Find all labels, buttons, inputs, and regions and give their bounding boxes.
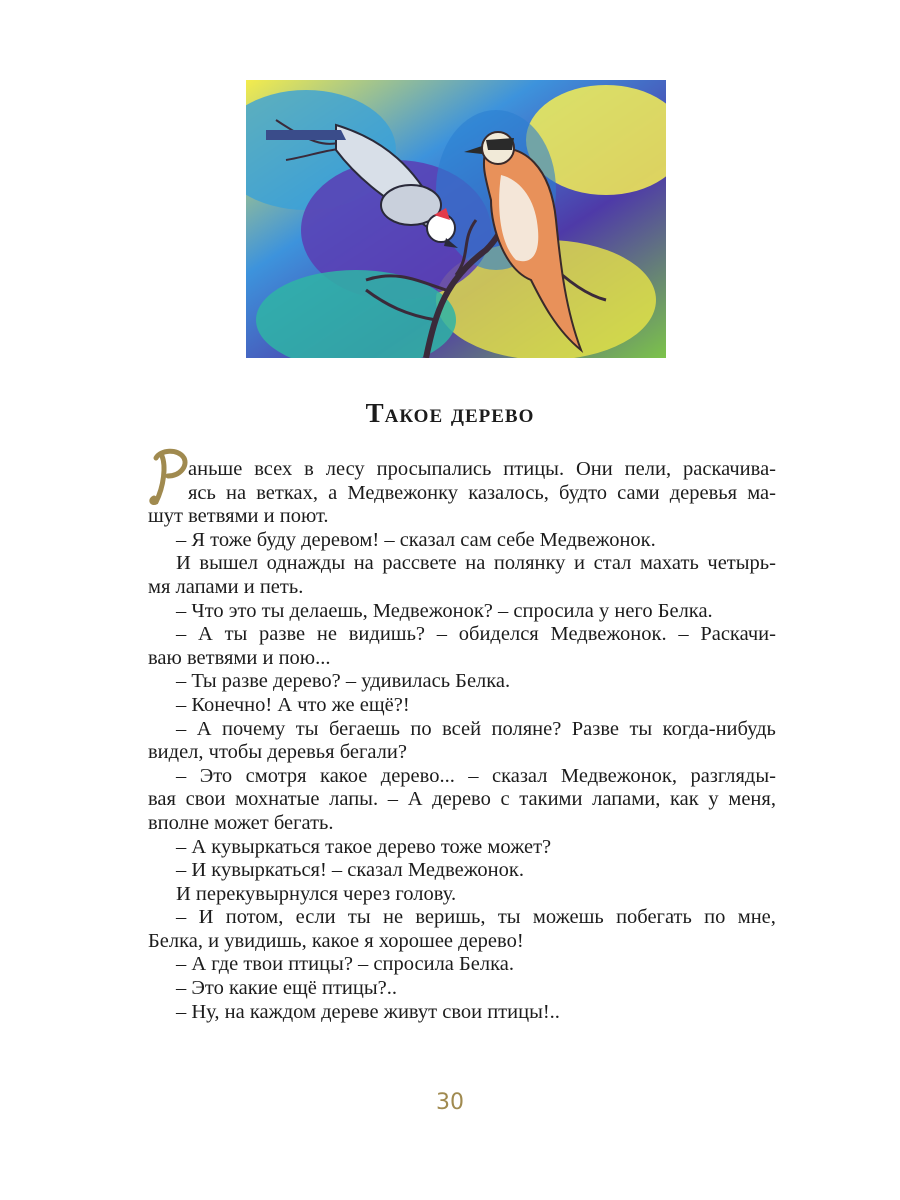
word: – [176, 623, 187, 646]
text-line [148, 812, 776, 836]
line-text: – Это какие ещё птицы?.. [176, 977, 397, 1000]
line-text: шут ветвями и поют. [148, 505, 329, 528]
word: А [407, 788, 423, 811]
text-line [148, 906, 776, 930]
text-line [148, 623, 776, 647]
word: и [574, 552, 585, 575]
story-title: Такое дерево [365, 398, 535, 428]
text-line [148, 670, 776, 694]
word: просыпались [376, 458, 492, 480]
word: Они [576, 458, 613, 480]
word: не [316, 623, 337, 646]
text-line [148, 953, 776, 977]
story-body [148, 458, 776, 1024]
word: А [198, 623, 213, 646]
word: вая [148, 788, 176, 811]
text-line [148, 576, 776, 600]
word: птицы. [503, 458, 565, 480]
word: в [304, 458, 314, 480]
word: бегаешь [328, 717, 400, 740]
word: Медвежонок. [550, 623, 667, 646]
text-line [148, 859, 776, 883]
word: – [176, 717, 187, 740]
word: сами [617, 481, 660, 504]
word: с [500, 788, 510, 811]
text-line [148, 930, 776, 954]
word: по [704, 906, 726, 929]
line-text: – И кувыркаться! – сказал Медвежонок. [176, 859, 524, 882]
word: видишь? [348, 623, 426, 646]
word: Раскачи- [700, 623, 776, 646]
word: полянку [493, 552, 566, 575]
word: по [410, 717, 432, 740]
word: пели, [624, 458, 672, 480]
word: у [708, 788, 719, 811]
word: ты [295, 717, 319, 740]
word: побегать [616, 906, 692, 929]
line-text: – Я тоже буду деревом! – сказал сам себе Медвежонок. [176, 528, 656, 551]
word: смотря [245, 764, 307, 787]
word: почему [221, 717, 286, 740]
word: Это [199, 764, 233, 787]
line-text: ваю ветвями и пою... [148, 646, 331, 669]
word: – [678, 623, 689, 646]
word: аньше [188, 458, 243, 480]
word: рассвете [382, 552, 457, 575]
word: Медвежонок, [560, 764, 677, 787]
text-line [148, 647, 776, 671]
word: И [198, 906, 214, 929]
word: махать [640, 552, 699, 575]
page-number: 30 [436, 1090, 464, 1115]
word: раскачива- [683, 458, 776, 480]
word: будто [559, 481, 608, 504]
word: Разве [571, 717, 620, 740]
birds-on-branch-icon [246, 80, 666, 358]
text-line [148, 552, 776, 576]
word: на [465, 552, 486, 575]
word: такими [519, 788, 583, 811]
word: всех [254, 458, 293, 480]
text-line [148, 694, 776, 718]
text-line [148, 482, 776, 506]
word: Медвежонку [347, 481, 459, 504]
word: как [670, 788, 699, 811]
line-text: видел, чтобы деревья бегали? [148, 741, 407, 764]
word: лесу [325, 458, 365, 480]
word: стал [593, 552, 632, 575]
word: однажды [266, 552, 346, 575]
word: – [176, 764, 187, 787]
word: а [328, 481, 338, 504]
word: А [196, 717, 212, 740]
word: разве [259, 623, 306, 646]
word: ты [497, 906, 521, 929]
word: можешь [532, 906, 604, 929]
word: разгляды- [690, 764, 776, 787]
line-text: – А где твои птицы? – спросила Белка. [176, 953, 515, 976]
text-line [148, 529, 776, 553]
line-text: Белка, и увидишь, какое я хорошее дерево! [148, 929, 524, 952]
word: – [468, 764, 479, 787]
word: поляне? [491, 717, 562, 740]
word: ты [347, 906, 371, 929]
word: мохнатые [235, 788, 320, 811]
text-line [148, 600, 776, 624]
word: свои [185, 788, 226, 811]
text-line [148, 977, 776, 1001]
word: когда-нибудь [662, 717, 776, 740]
word: какое [320, 764, 368, 787]
line-text: – Ну, на каждом дереве живут свои птицы!.. [176, 1000, 560, 1023]
text-line [148, 836, 776, 860]
word: не [382, 906, 404, 929]
word: меня, [728, 788, 776, 811]
word: И [176, 552, 191, 575]
word: ветках, [256, 481, 318, 504]
text-line [148, 765, 776, 789]
word: – [387, 788, 399, 811]
text-line [148, 505, 776, 529]
word: ясь [188, 481, 216, 504]
word: если [295, 906, 336, 929]
word: всей [442, 717, 482, 740]
word: ты [629, 717, 653, 740]
text-line [148, 1001, 776, 1025]
word: деревья [669, 481, 738, 504]
text-line [148, 788, 776, 812]
line-text: вполне может бегать. [148, 811, 334, 834]
word: ты [224, 623, 248, 646]
line-text: И перекувырнулся через голову. [176, 882, 457, 905]
word: лапами, [592, 788, 661, 811]
line-text: – Что это ты делаешь, Медвежонок? – спросила у него Белка. [176, 599, 713, 622]
word: на [353, 552, 374, 575]
text-line [148, 883, 776, 907]
line-text: – Конечно! А что же ещё?! [176, 693, 410, 716]
text-line [148, 718, 776, 742]
word: дерево [432, 788, 491, 811]
text-line [148, 741, 776, 765]
word: четырь- [707, 552, 776, 575]
word: обиделся [458, 623, 539, 646]
word: мне, [737, 906, 776, 929]
word: веришь, [415, 906, 486, 929]
word: ма- [747, 481, 776, 504]
two-birds-illustration [246, 80, 666, 358]
word: вышел [199, 552, 258, 575]
word: на [226, 481, 247, 504]
word: – [436, 623, 448, 646]
line-text: – А кувыркаться такое дерево тоже может? [176, 835, 552, 858]
word: – [176, 906, 187, 929]
word: дерево... [380, 764, 455, 787]
line-text: мя лапами и петь. [148, 575, 304, 598]
line-text: – Ты разве дерево? – удивилась Белка. [176, 670, 511, 693]
word: казалось, [468, 481, 549, 504]
word: потом, [225, 906, 284, 929]
word: сказал [491, 764, 548, 787]
word: лапы. [329, 788, 379, 811]
text-line [148, 458, 776, 482]
